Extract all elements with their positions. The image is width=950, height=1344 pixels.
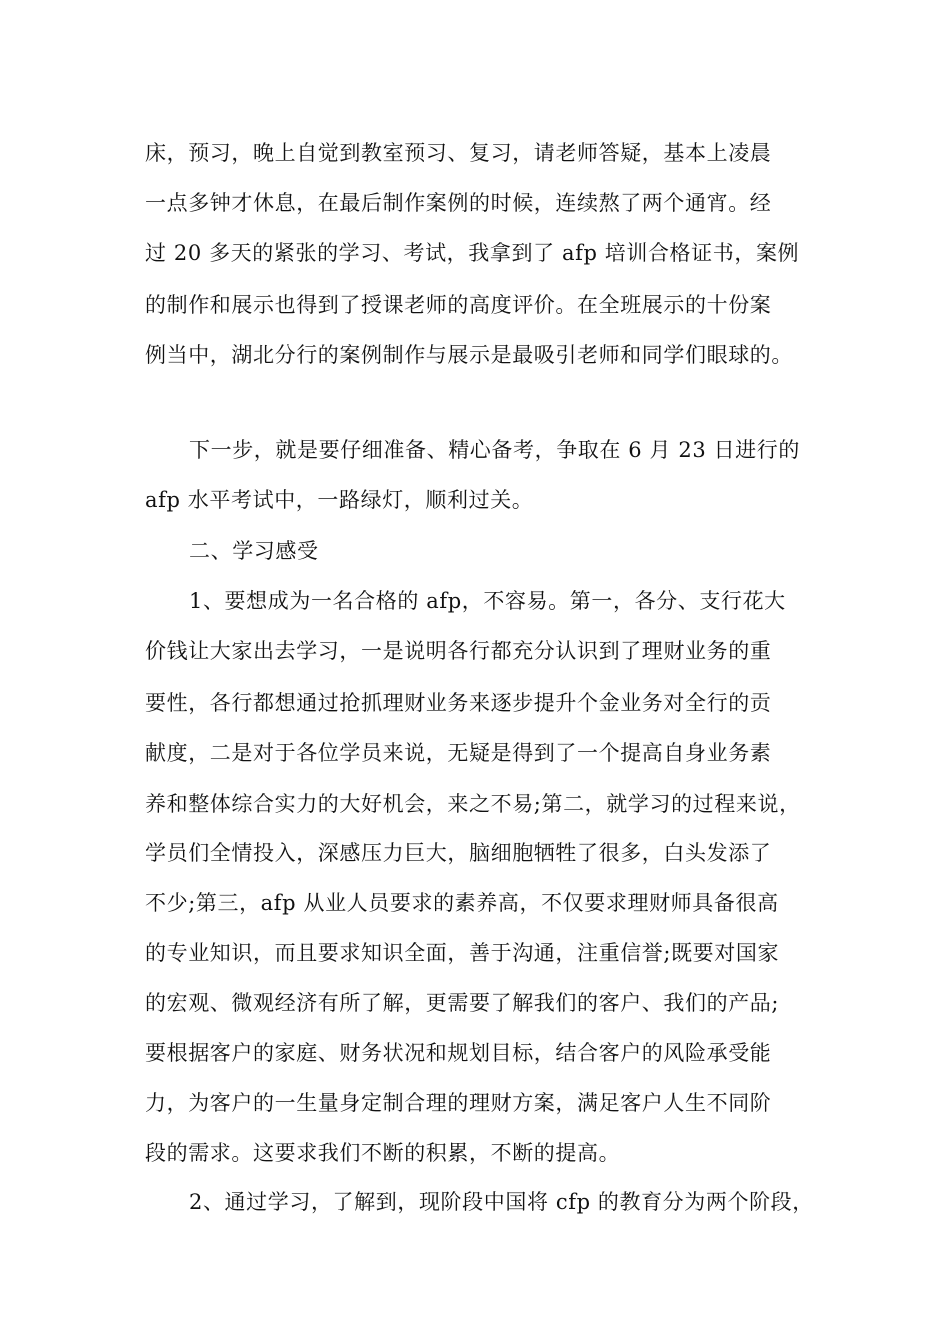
text-line: 要根据客户的家庭、财务状况和规划目标，结合客户的风险承受能 — [145, 1041, 772, 1065]
text-line: 学员们全情投入，深感压力巨大，脑细胞牺牲了很多，白头发添了 — [145, 841, 772, 865]
text-line: 的制作和展示也得到了授课老师的高度评价。在全班展示的十份案 — [145, 293, 772, 317]
text-line: 的专业知识，而且要求知识全面，善于沟通，注重信誉;既要对国家 — [145, 941, 780, 965]
text-line: afp 水平考试中，一路绿灯，顺利过关。 — [145, 488, 534, 512]
text-line: 不少;第三，afp 从业人员要求的素养高，不仅要求理财师具备很高 — [145, 891, 779, 915]
text-line: 价钱让大家出去学习，一是说明各行都充分认识到了理财业务的重 — [145, 639, 772, 663]
section-heading: 二、学习感受 — [189, 539, 319, 563]
text-line: 2、通过学习，了解到，现阶段中国将 cfp 的教育分为两个阶段， — [189, 1190, 814, 1214]
text-line: 1、要想成为一名合格的 afp，不容易。第一，各分、支行花大 — [189, 589, 786, 613]
text-line: 下一步，就是要仔细准备、精心备考，争取在 6 月 23 日进行的 — [189, 438, 800, 462]
text-line: 床，预习，晚上自觉到教室预习、复习，请老师答疑，基本上凌晨 — [145, 141, 772, 165]
text-line: 的宏观、微观经济有所了解，更需要了解我们的客户、我们的产品; — [145, 991, 780, 1015]
text-line: 段的需求。这要求我们不断的积累，不断的提高。 — [145, 1141, 621, 1165]
text-line: 养和整体综合实力的大好机会，来之不易;第二，就学习的过程来说， — [145, 792, 801, 816]
text-line: 要性，各行都想通过抢抓理财业务来逐步提升个金业务对全行的贡 — [145, 691, 772, 715]
text-line: 献度，二是对于各位学员来说，无疑是得到了一个提高自身业务素 — [145, 741, 772, 765]
text-line: 过 20 多天的紧张的学习、考试，我拿到了 afp 培训合格证书，案例 — [145, 241, 800, 265]
text-line: 一点多钟才休息，在最后制作案例的时候，连续熬了两个通宵。经 — [145, 191, 772, 215]
text-line: 力，为客户的一生量身定制合理的理财方案，满足客户人生不同阶 — [145, 1091, 772, 1115]
text-line: 例当中，湖北分行的案例制作与展示是最吸引老师和同学们眼球的。 — [145, 343, 793, 367]
